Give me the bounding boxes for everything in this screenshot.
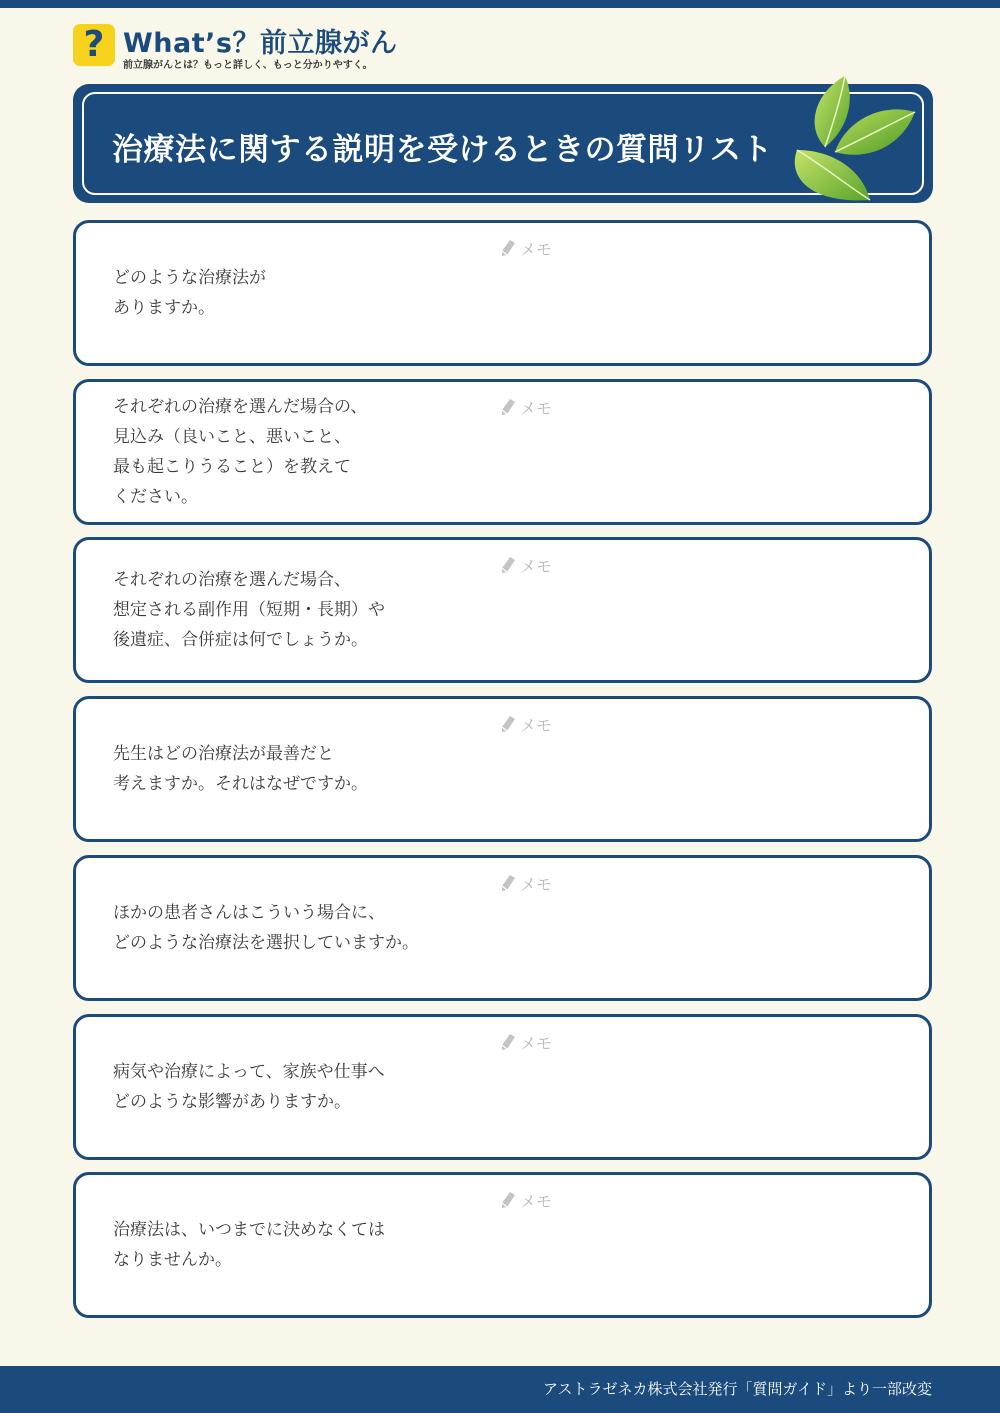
question-card — [73, 855, 932, 1001]
memo-area[interactable] — [500, 713, 552, 735]
question-card — [73, 696, 932, 842]
pencil-icon — [500, 1033, 516, 1051]
top-bar — [0, 0, 1000, 8]
memo-area[interactable] — [500, 1189, 552, 1211]
memo-label: メモ — [520, 1191, 553, 1211]
memo-label: メモ — [520, 715, 553, 735]
question-text: 先生はどの治療法が最善だと 考えますか。それはなぜですか。 — [113, 744, 368, 794]
question-text: それぞれの治療を選んだ場合、 想定される副作用（短期・長期）や 後遺症、合併症は何でしょうか。 — [113, 570, 385, 650]
memo-label: メモ — [520, 556, 553, 576]
question-card — [73, 379, 932, 525]
footer — [0, 1366, 1000, 1413]
question-text: どのような治療法が ありますか。 — [113, 268, 266, 318]
pencil-icon — [500, 715, 516, 733]
memo-label: メモ — [520, 874, 553, 894]
memo-area[interactable] — [500, 554, 552, 576]
pencil-icon — [500, 1191, 516, 1209]
footer-credit: アストラゼネカ株式会社発行「質問ガイド」より一部改変 — [543, 1380, 932, 1398]
page-title: 治療法に関する説明を受けるときの質問リスト — [112, 132, 773, 168]
question-text: 病気や治療によって、家族や仕事へ どのような影響がありますか。 — [113, 1062, 385, 1112]
question-card — [73, 537, 932, 683]
pencil-icon — [500, 556, 516, 574]
question-card — [73, 1014, 932, 1160]
leaf-decoration-icon — [785, 72, 925, 217]
question-text: それぞれの治療を選んだ場合の、 見込み（良いこと、悪いこと、 最も起こりうること）を教えて ください。 — [113, 397, 368, 507]
question-card — [73, 1172, 932, 1318]
logo-title: What’s？前立腺がん — [123, 28, 398, 59]
memo-area[interactable] — [500, 237, 552, 259]
pencil-icon — [500, 398, 516, 416]
question-text: 治療法は、いつまでに決めなくては なりませんか。 — [113, 1220, 385, 1270]
question-card — [73, 220, 932, 366]
question-mark-icon: ? — [73, 24, 115, 66]
memo-label: メモ — [520, 1033, 553, 1053]
pencil-icon — [500, 874, 516, 892]
site-logo[interactable] — [73, 24, 433, 74]
question-text: ほかの患者さんはこういう場合に、 どのような治療法を選択していますか。 — [113, 903, 419, 953]
memo-area[interactable] — [500, 872, 552, 894]
memo-label: メモ — [520, 398, 553, 418]
memo-area[interactable] — [500, 396, 552, 418]
memo-area[interactable] — [500, 1031, 552, 1053]
logo-subtitle: 前立腺がんとは？もっと詳しく、もっと分かりやすく。 — [123, 60, 373, 71]
memo-label: メモ — [520, 239, 553, 259]
pencil-icon — [500, 239, 516, 257]
